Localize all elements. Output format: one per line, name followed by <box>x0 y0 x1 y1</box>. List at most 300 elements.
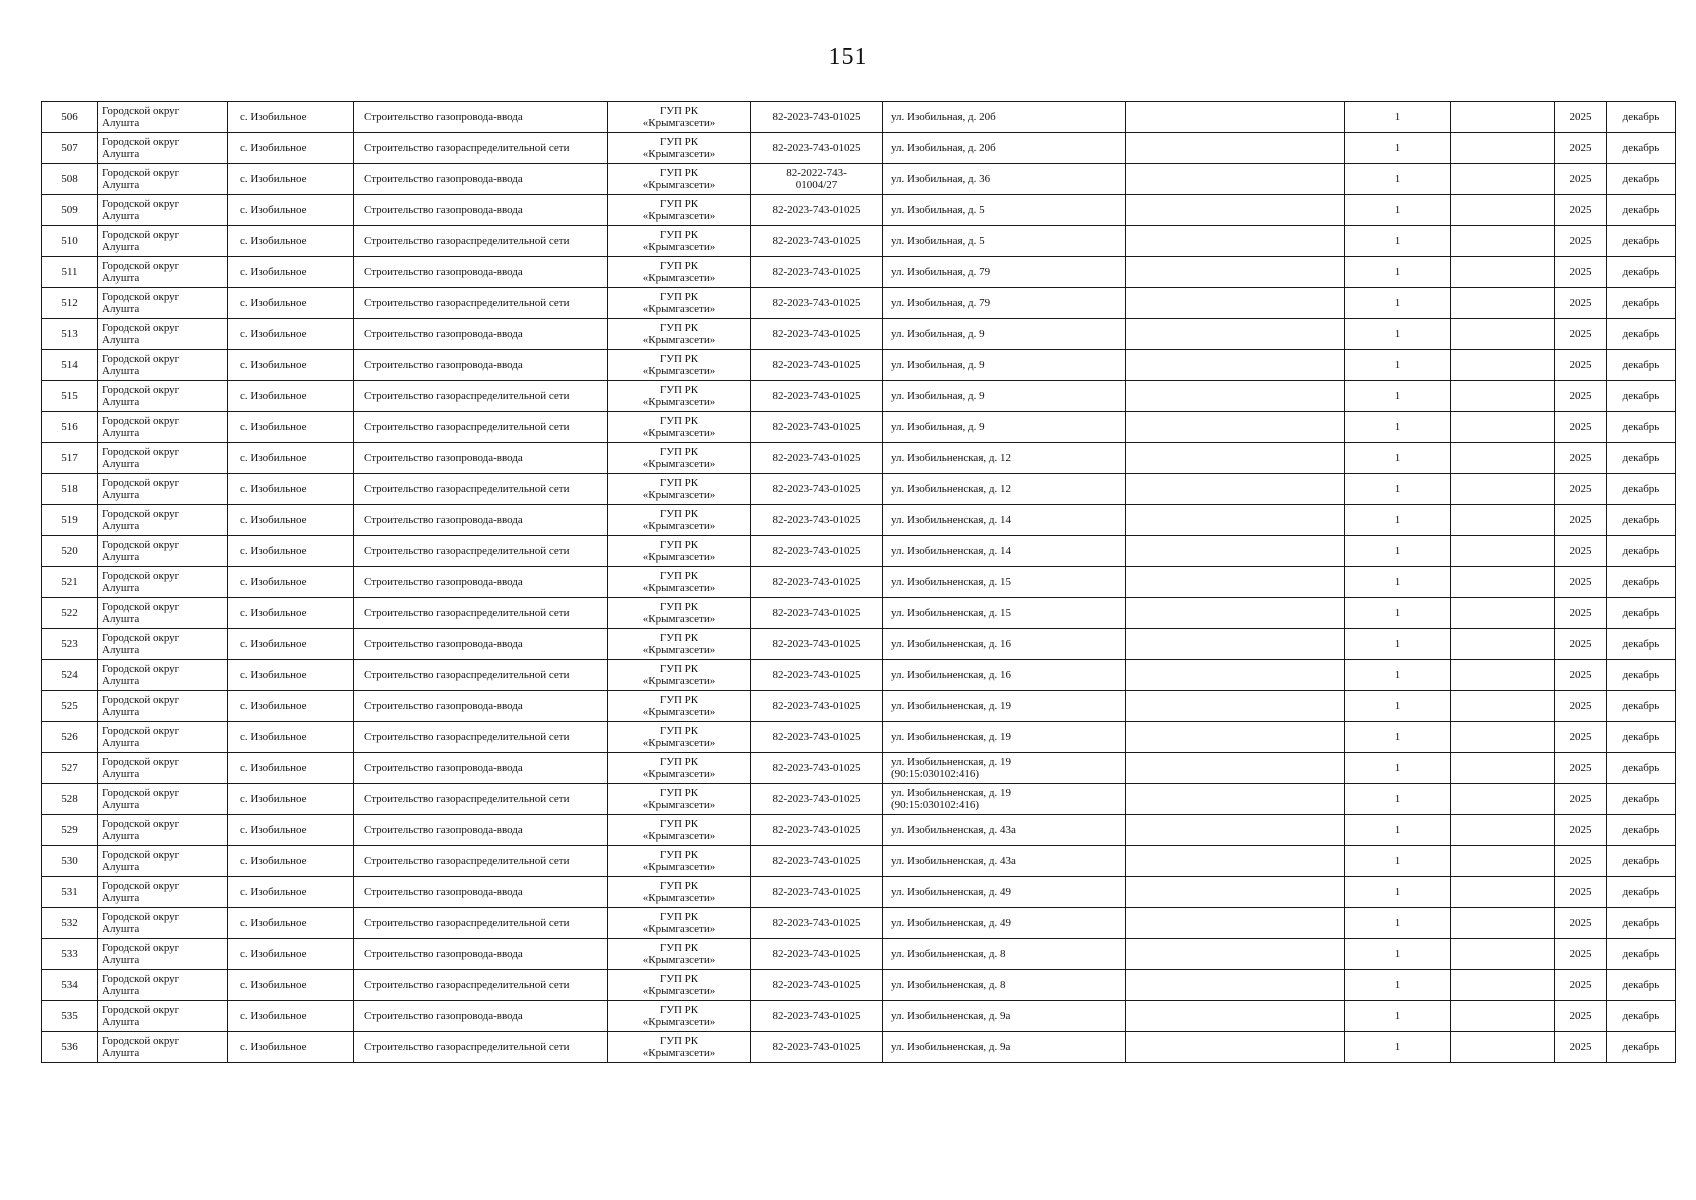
organization-line: «Крымгазсети» <box>642 551 716 563</box>
year-cell: 2025 <box>1555 288 1607 319</box>
empty-cell <box>1126 598 1345 629</box>
year-cell: 2025 <box>1555 226 1607 257</box>
month-cell: декабрь <box>1607 629 1676 660</box>
address-cell <box>883 412 1126 443</box>
district-line: Городской округ <box>102 384 180 396</box>
table-row <box>42 381 1676 412</box>
program-code-cell <box>751 443 883 474</box>
address-line: ул. Изобильненская, д. 9а <box>891 1010 1011 1022</box>
quantity-cell: 1 <box>1345 443 1451 474</box>
month-cell: декабрь <box>1607 598 1676 629</box>
program-code-line: 82-2023-743-01025 <box>772 700 861 712</box>
month-cell: декабрь <box>1607 443 1676 474</box>
work-type-cell: Строительство газопровода-ввода <box>354 443 608 474</box>
empty-cell <box>1451 784 1555 815</box>
organization-cell <box>608 195 751 226</box>
empty-cell <box>1126 908 1345 939</box>
organization-line: ГУП РК <box>659 446 699 458</box>
empty-cell <box>1126 381 1345 412</box>
settlement-cell: с. Изобильное <box>228 970 354 1001</box>
table-row <box>42 660 1676 691</box>
organization-line: ГУП РК <box>659 911 699 923</box>
empty-cell <box>1126 970 1345 1001</box>
district-line: Городской округ <box>102 1004 180 1016</box>
program-code-line: 82-2023-743-01025 <box>772 390 861 402</box>
address-line: ул. Изобильненская, д. 16 <box>891 669 1011 681</box>
program-code-cell <box>751 1001 883 1032</box>
table-row <box>42 350 1676 381</box>
quantity-cell: 1 <box>1345 970 1451 1001</box>
district-line: Алушта <box>102 954 140 966</box>
quantity-cell: 1 <box>1345 598 1451 629</box>
organization-cell <box>608 815 751 846</box>
organization-line: ГУП РК <box>659 663 699 675</box>
program-code-line: 82-2023-743-01025 <box>772 793 861 805</box>
organization-cell <box>608 164 751 195</box>
organization-cell <box>608 753 751 784</box>
work-type-cell: Строительство газораспределительной сети <box>354 536 608 567</box>
empty-cell <box>1451 629 1555 660</box>
empty-cell <box>1451 164 1555 195</box>
district-line: Городской округ <box>102 818 180 830</box>
empty-cell <box>1126 164 1345 195</box>
work-type-cell: Строительство газопровода-ввода <box>354 195 608 226</box>
organization-line: «Крымгазсети» <box>642 396 716 408</box>
table-row <box>42 722 1676 753</box>
year-cell: 2025 <box>1555 102 1607 133</box>
quantity-cell: 1 <box>1345 1032 1451 1063</box>
district-line: Алушта <box>102 303 140 315</box>
quantity-cell: 1 <box>1345 257 1451 288</box>
row-number-cell: 530 <box>42 846 98 877</box>
month-cell: декабрь <box>1607 815 1676 846</box>
work-type-cell: Строительство газораспределительной сети <box>354 970 608 1001</box>
work-type-cell: Строительство газораспределительной сети <box>354 474 608 505</box>
organization-line: ГУП РК <box>659 229 699 241</box>
year-cell: 2025 <box>1555 908 1607 939</box>
row-number-cell: 519 <box>42 505 98 536</box>
work-type-cell: Строительство газораспределительной сети <box>354 381 608 412</box>
row-number-cell: 522 <box>42 598 98 629</box>
program-code-line: 82-2023-743-01025 <box>772 855 861 867</box>
month-cell: декабрь <box>1607 226 1676 257</box>
district-cell <box>98 629 228 660</box>
table-row <box>42 784 1676 815</box>
program-code-line: 82-2023-743-01025 <box>772 576 861 588</box>
row-number-cell: 527 <box>42 753 98 784</box>
organization-line: ГУП РК <box>659 291 699 303</box>
district-line: Алушта <box>102 706 140 718</box>
program-code-cell <box>751 691 883 722</box>
empty-cell <box>1126 815 1345 846</box>
quantity-cell: 1 <box>1345 226 1451 257</box>
table-row <box>42 257 1676 288</box>
month-cell: декабрь <box>1607 505 1676 536</box>
district-cell <box>98 505 228 536</box>
year-cell: 2025 <box>1555 784 1607 815</box>
district-line: Городской округ <box>102 446 180 458</box>
quantity-cell: 1 <box>1345 1001 1451 1032</box>
address-line: ул. Изобильная, д. 9 <box>891 359 985 371</box>
empty-cell <box>1126 753 1345 784</box>
organization-line: «Крымгазсети» <box>642 861 716 873</box>
organization-cell <box>608 474 751 505</box>
address-cell <box>883 381 1126 412</box>
program-code-line: 82-2023-743-01025 <box>772 886 861 898</box>
row-number-cell: 513 <box>42 319 98 350</box>
quantity-cell: 1 <box>1345 288 1451 319</box>
month-cell: декабрь <box>1607 567 1676 598</box>
settlement-cell: с. Изобильное <box>228 195 354 226</box>
district-line: Алушта <box>102 644 140 656</box>
district-line: Городской округ <box>102 260 180 272</box>
year-cell: 2025 <box>1555 939 1607 970</box>
district-line: Городской округ <box>102 663 180 675</box>
program-code-line: 82-2023-743-01025 <box>772 452 861 464</box>
program-code-line: 82-2023-743-01025 <box>772 979 861 991</box>
table-row <box>42 629 1676 660</box>
organization-cell <box>608 319 751 350</box>
empty-cell <box>1126 319 1345 350</box>
month-cell: декабрь <box>1607 908 1676 939</box>
district-line: Алушта <box>102 520 140 532</box>
month-cell: декабрь <box>1607 1032 1676 1063</box>
organization-cell <box>608 257 751 288</box>
program-code-cell <box>751 629 883 660</box>
address-cell <box>883 350 1126 381</box>
district-cell <box>98 1001 228 1032</box>
year-cell: 2025 <box>1555 536 1607 567</box>
organization-line: «Крымгазсети» <box>642 768 716 780</box>
program-code-cell <box>751 908 883 939</box>
empty-cell <box>1126 474 1345 505</box>
settlement-cell: с. Изобильное <box>228 908 354 939</box>
program-code-cell <box>751 722 883 753</box>
work-type-cell: Строительство газопровода-ввода <box>354 319 608 350</box>
program-code-line: 82-2023-743-01025 <box>772 607 861 619</box>
address-cell <box>883 474 1126 505</box>
organization-cell <box>608 133 751 164</box>
program-code-cell <box>751 505 883 536</box>
address-cell <box>883 660 1126 691</box>
empty-cell <box>1126 288 1345 319</box>
program-code-cell <box>751 970 883 1001</box>
quantity-cell: 1 <box>1345 474 1451 505</box>
month-cell: декабрь <box>1607 474 1676 505</box>
program-code-cell <box>751 846 883 877</box>
empty-cell <box>1451 319 1555 350</box>
program-code-cell <box>751 598 883 629</box>
organization-line: «Крымгазсети» <box>642 644 716 656</box>
empty-cell <box>1126 412 1345 443</box>
organization-line: «Крымгазсети» <box>642 675 716 687</box>
empty-cell <box>1451 257 1555 288</box>
row-number-cell: 515 <box>42 381 98 412</box>
district-line: Алушта <box>102 148 140 160</box>
work-type-cell: Строительство газопровода-ввода <box>354 815 608 846</box>
table-row <box>42 195 1676 226</box>
district-line: Городской округ <box>102 353 180 365</box>
year-cell: 2025 <box>1555 567 1607 598</box>
program-code-line: 82-2023-743-01025 <box>772 235 861 247</box>
address-line: (90:15:030102:416) <box>891 799 979 811</box>
district-line: Алушта <box>102 179 140 191</box>
month-cell: декабрь <box>1607 691 1676 722</box>
settlement-cell: с. Изобильное <box>228 381 354 412</box>
work-type-cell: Строительство газораспределительной сети <box>354 133 608 164</box>
address-line: ул. Изобильненская, д. 16 <box>891 638 1011 650</box>
address-cell <box>883 722 1126 753</box>
organization-cell <box>608 288 751 319</box>
month-cell: декабрь <box>1607 877 1676 908</box>
district-cell <box>98 288 228 319</box>
district-cell <box>98 753 228 784</box>
district-line: Городской округ <box>102 911 180 923</box>
table-row <box>42 1001 1676 1032</box>
district-cell <box>98 319 228 350</box>
program-code-cell <box>751 288 883 319</box>
settlement-cell: с. Изобильное <box>228 1001 354 1032</box>
district-line: Городской округ <box>102 880 180 892</box>
organization-cell <box>608 1032 751 1063</box>
month-cell: декабрь <box>1607 753 1676 784</box>
district-line: Алушта <box>102 489 140 501</box>
address-line: ул. Изобильная, д. 36 <box>891 173 991 185</box>
program-code-cell <box>751 877 883 908</box>
work-type-cell: Строительство газораспределительной сети <box>354 660 608 691</box>
empty-cell <box>1451 102 1555 133</box>
district-line: Городской округ <box>102 1035 180 1047</box>
program-code-cell <box>751 133 883 164</box>
organization-line: «Крымгазсети» <box>642 892 716 904</box>
address-line: (90:15:030102:416) <box>891 768 979 780</box>
district-line: Городской округ <box>102 198 180 210</box>
organization-line: «Крымгазсети» <box>642 117 716 129</box>
row-number-cell: 514 <box>42 350 98 381</box>
organization-line: ГУП РК <box>659 353 699 365</box>
year-cell: 2025 <box>1555 691 1607 722</box>
table-row <box>42 908 1676 939</box>
address-cell <box>883 505 1126 536</box>
address-cell <box>883 877 1126 908</box>
organization-line: «Крымгазсети» <box>642 1016 716 1028</box>
address-cell <box>883 195 1126 226</box>
organization-line: «Крымгазсети» <box>642 954 716 966</box>
year-cell: 2025 <box>1555 474 1607 505</box>
district-line: Городской округ <box>102 322 180 334</box>
program-code-cell <box>751 102 883 133</box>
district-line: Городской округ <box>102 167 180 179</box>
empty-cell <box>1451 722 1555 753</box>
address-cell <box>883 1001 1126 1032</box>
district-line: Алушта <box>102 427 140 439</box>
year-cell: 2025 <box>1555 381 1607 412</box>
organization-cell <box>608 598 751 629</box>
program-code-cell <box>751 939 883 970</box>
table-row <box>42 815 1676 846</box>
row-number-cell: 535 <box>42 1001 98 1032</box>
district-line: Городской округ <box>102 632 180 644</box>
address-cell <box>883 164 1126 195</box>
settlement-cell: с. Изобильное <box>228 226 354 257</box>
address-cell <box>883 629 1126 660</box>
row-number-cell: 512 <box>42 288 98 319</box>
empty-cell <box>1126 660 1345 691</box>
year-cell: 2025 <box>1555 753 1607 784</box>
work-type-cell: Строительство газопровода-ввода <box>354 102 608 133</box>
row-number-cell: 516 <box>42 412 98 443</box>
program-code-line: 82-2023-743-01025 <box>772 762 861 774</box>
organization-line: «Крымгазсети» <box>642 613 716 625</box>
organization-line: ГУП РК <box>659 198 699 210</box>
settlement-cell: с. Изобильное <box>228 319 354 350</box>
organization-cell <box>608 443 751 474</box>
work-type-cell: Строительство газопровода-ввода <box>354 567 608 598</box>
organization-cell <box>608 970 751 1001</box>
organization-line: ГУП РК <box>659 508 699 520</box>
table-row <box>42 412 1676 443</box>
organization-cell <box>608 877 751 908</box>
district-cell <box>98 784 228 815</box>
organization-line: «Крымгазсети» <box>642 365 716 377</box>
district-cell <box>98 1032 228 1063</box>
organization-line: ГУП РК <box>659 477 699 489</box>
year-cell: 2025 <box>1555 133 1607 164</box>
address-line: ул. Изобильненская, д. 15 <box>891 576 1011 588</box>
program-code-line: 82-2023-743-01025 <box>772 483 861 495</box>
settlement-cell: с. Изобильное <box>228 288 354 319</box>
district-cell <box>98 474 228 505</box>
work-type-cell: Строительство газораспределительной сети <box>354 412 608 443</box>
quantity-cell: 1 <box>1345 784 1451 815</box>
organization-cell <box>608 536 751 567</box>
work-type-cell: Строительство газораспределительной сети <box>354 722 608 753</box>
month-cell: декабрь <box>1607 412 1676 443</box>
work-type-cell: Строительство газопровода-ввода <box>354 753 608 784</box>
year-cell: 2025 <box>1555 629 1607 660</box>
settlement-cell: с. Изобильное <box>228 257 354 288</box>
address-cell <box>883 226 1126 257</box>
district-cell <box>98 877 228 908</box>
organization-line: ГУП РК <box>659 384 699 396</box>
work-type-cell: Строительство газопровода-ввода <box>354 1001 608 1032</box>
organization-line: «Крымгазсети» <box>642 334 716 346</box>
district-cell <box>98 908 228 939</box>
organization-line: ГУП РК <box>659 818 699 830</box>
empty-cell <box>1126 1001 1345 1032</box>
organization-cell <box>608 226 751 257</box>
district-cell <box>98 133 228 164</box>
organization-line: «Крымгазсети» <box>642 427 716 439</box>
quantity-cell: 1 <box>1345 381 1451 412</box>
settlement-cell: с. Изобильное <box>228 350 354 381</box>
quantity-cell: 1 <box>1345 908 1451 939</box>
program-code-cell <box>751 319 883 350</box>
empty-cell <box>1451 195 1555 226</box>
year-cell: 2025 <box>1555 660 1607 691</box>
work-type-cell: Строительство газораспределительной сети <box>354 1032 608 1063</box>
year-cell: 2025 <box>1555 815 1607 846</box>
program-code-cell <box>751 815 883 846</box>
program-code-line: 82-2023-743-01025 <box>772 1010 861 1022</box>
row-number-cell: 524 <box>42 660 98 691</box>
organization-line: «Крымгазсети» <box>642 1047 716 1059</box>
district-line: Алушта <box>102 582 140 594</box>
district-cell <box>98 598 228 629</box>
empty-cell <box>1126 226 1345 257</box>
organization-line: «Крымгазсети» <box>642 923 716 935</box>
program-code-line: 82-2023-743-01025 <box>772 328 861 340</box>
year-cell: 2025 <box>1555 257 1607 288</box>
settlement-cell: с. Изобильное <box>228 164 354 195</box>
address-line: ул. Изобильная, д. 79 <box>891 266 991 278</box>
year-cell: 2025 <box>1555 443 1607 474</box>
row-number-cell: 511 <box>42 257 98 288</box>
quantity-cell: 1 <box>1345 846 1451 877</box>
address-line: ул. Изобильненская, д. 14 <box>891 514 1011 526</box>
district-cell <box>98 815 228 846</box>
settlement-cell: с. Изобильное <box>228 629 354 660</box>
program-code-line: 82-2023-743-01025 <box>772 638 861 650</box>
settlement-cell: с. Изобильное <box>228 133 354 164</box>
organization-cell <box>608 350 751 381</box>
organization-line: ГУП РК <box>659 167 699 179</box>
empty-cell <box>1451 474 1555 505</box>
district-cell <box>98 381 228 412</box>
district-line: Городской округ <box>102 539 180 551</box>
program-code-line: 82-2023-743-01025 <box>772 545 861 557</box>
district-line: Городской округ <box>102 725 180 737</box>
empty-cell <box>1451 412 1555 443</box>
month-cell: декабрь <box>1607 319 1676 350</box>
address-line: ул. Изобильненская, д. 19 <box>891 756 1011 768</box>
empty-cell <box>1126 691 1345 722</box>
empty-cell <box>1126 195 1345 226</box>
district-line: Алушта <box>102 861 140 873</box>
work-type-cell: Строительство газопровода-ввода <box>354 629 608 660</box>
quantity-cell: 1 <box>1345 102 1451 133</box>
settlement-cell: с. Изобильное <box>228 1032 354 1063</box>
settlement-cell: с. Изобильное <box>228 753 354 784</box>
program-code-cell <box>751 195 883 226</box>
empty-cell <box>1451 846 1555 877</box>
address-cell <box>883 691 1126 722</box>
address-line: ул. Изобильненская, д. 43а <box>891 824 1016 836</box>
organization-line: «Крымгазсети» <box>642 706 716 718</box>
quantity-cell: 1 <box>1345 939 1451 970</box>
month-cell: декабрь <box>1607 970 1676 1001</box>
row-number-cell: 508 <box>42 164 98 195</box>
program-code-cell <box>751 753 883 784</box>
district-line: Алушта <box>102 551 140 563</box>
work-type-cell: Строительство газораспределительной сети <box>354 226 608 257</box>
empty-cell <box>1451 350 1555 381</box>
empty-cell <box>1126 257 1345 288</box>
year-cell: 2025 <box>1555 598 1607 629</box>
row-number-cell: 525 <box>42 691 98 722</box>
district-line: Алушта <box>102 241 140 253</box>
district-cell <box>98 412 228 443</box>
district-cell <box>98 226 228 257</box>
address-cell <box>883 908 1126 939</box>
organization-line: «Крымгазсети» <box>642 830 716 842</box>
year-cell: 2025 <box>1555 505 1607 536</box>
district-line: Алушта <box>102 923 140 935</box>
program-code-line: 82-2023-743-01025 <box>772 917 861 929</box>
month-cell: декабрь <box>1607 939 1676 970</box>
address-line: ул. Изобильненская, д. 19 <box>891 787 1011 799</box>
month-cell: декабрь <box>1607 846 1676 877</box>
